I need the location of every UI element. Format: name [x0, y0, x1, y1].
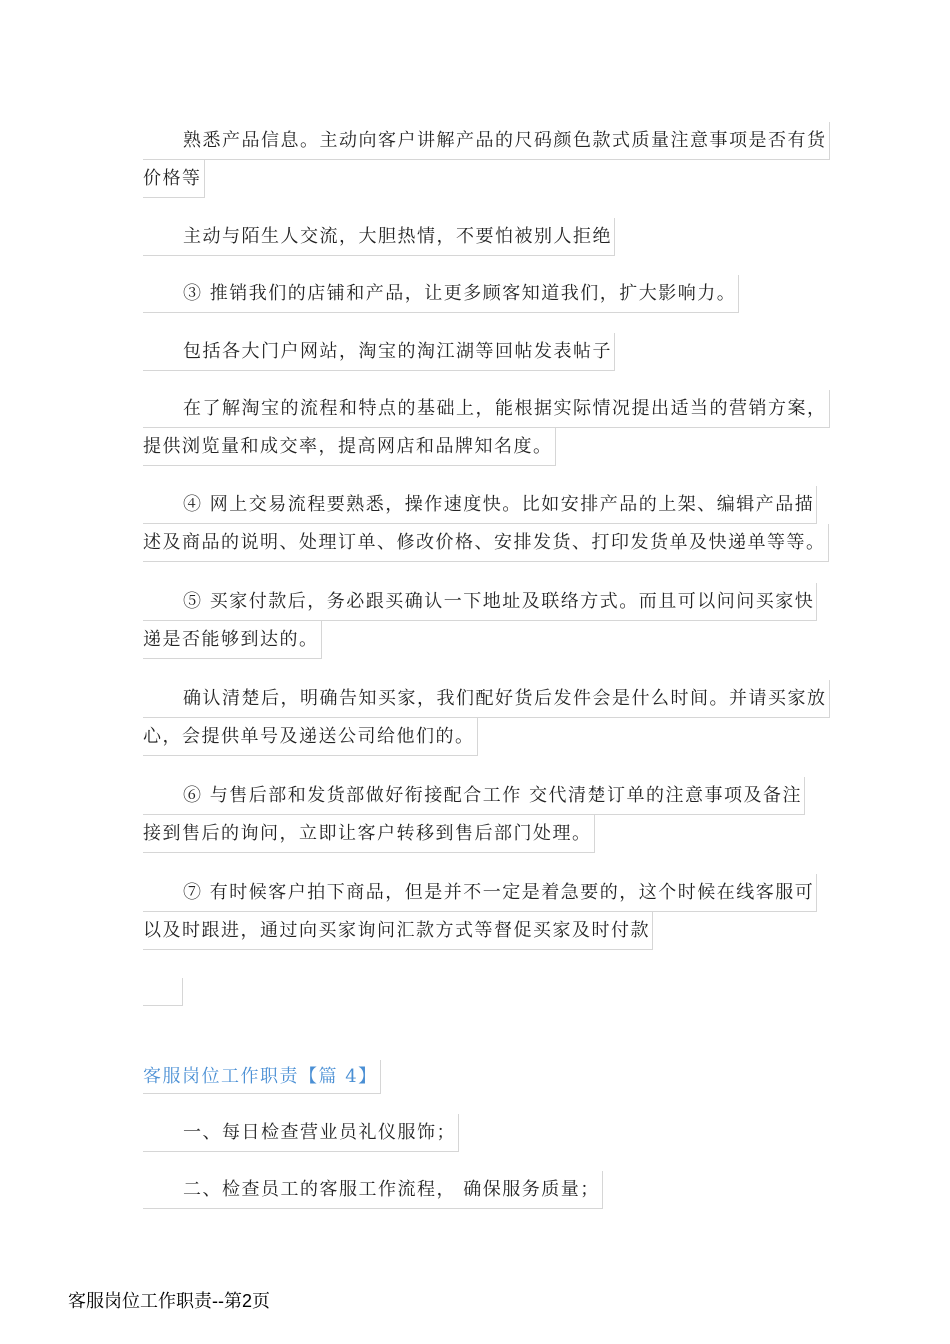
- paragraph-line: 熟悉产品信息。主动向客户讲解产品的尺码颜色款式质量注意事项是否有货: [143, 122, 830, 160]
- paragraph-line: 价格等: [143, 160, 205, 198]
- paragraph-line: ⑤ 买家付款后，务必跟买确认一下地址及联络方式。而且可以问问买家快: [143, 583, 817, 621]
- section-item: 一、每日检查营业员礼仪服饰；: [143, 1114, 459, 1152]
- paragraph-line: 接到售后的询问，立即让客户转移到售后部门处理。: [143, 815, 595, 853]
- section-item: 二、检查员工的客服工作流程， 确保服务质量；: [143, 1171, 603, 1209]
- paragraph-line: ⑥ 与售后部和发货部做好衔接配合工作 交代清楚订单的注意事项及备注: [143, 777, 805, 815]
- paragraph-line: 主动与陌生人交流，大胆热情，不要怕被别人拒绝: [143, 218, 615, 256]
- paragraph-line: ④ 网上交易流程要熟悉，操作速度快。比如安排产品的上架、编辑产品描: [143, 486, 817, 524]
- paragraph-line: 确认清楚后，明确告知买家，我们配好货后发件会是什么时间。并请买家放: [143, 680, 830, 718]
- section-heading: 客服岗位工作职责【篇 4】: [143, 1060, 381, 1094]
- paragraph-line: 述及商品的说明、处理订单、修改价格、安排发货、打印发货单及快递单等等。: [143, 524, 829, 562]
- paragraph-line: 提供浏览量和成交率，提高网店和品牌知名度。: [143, 428, 556, 466]
- paragraph-line: 在了解淘宝的流程和特点的基础上，能根据实际情况提出适当的营销方案，: [143, 390, 830, 428]
- paragraph-line: 心，会提供单号及递送公司给他们的。: [143, 718, 478, 756]
- empty-line-box: [143, 978, 183, 1006]
- paragraph-line: 以及时跟进，通过向买家询问汇款方式等督促买家及时付款: [143, 912, 653, 950]
- paragraph-line: 递是否能够到达的。: [143, 621, 322, 659]
- paragraph-line: ⑦ 有时候客户拍下商品，但是并不一定是着急要的，这个时候在线客服可: [143, 874, 817, 912]
- paragraph-line: ③ 推销我们的店铺和产品，让更多顾客知道我们，扩大影响力。: [143, 275, 739, 313]
- page-footer: 客服岗位工作职责--第2页: [68, 1291, 270, 1311]
- paragraph-line: 包括各大门户网站，淘宝的淘江湖等回帖发表帖子: [143, 333, 615, 371]
